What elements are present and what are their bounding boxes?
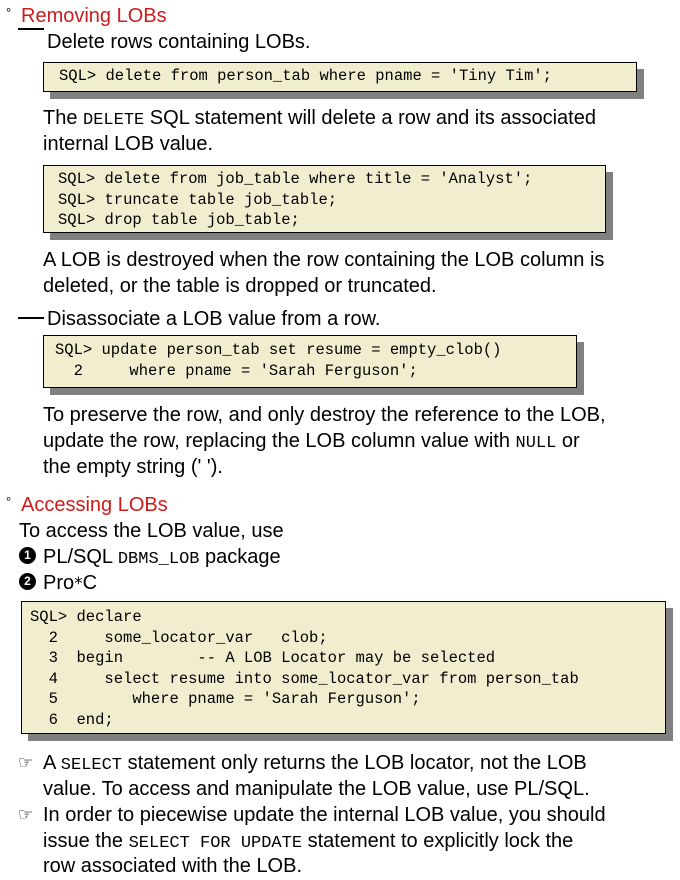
paragraph-access-intro: To access the LOB value, use [19,520,284,542]
option-plsql-dbms-lob: PL/SQL DBMS_LOB package [43,546,281,569]
section-heading-removing-lobs: Removing LOBs [21,5,167,27]
code-line: SQL> delete from person_tab where pname = 'Tiny Tim'; [59,67,552,85]
code-line: SQL> truncate table job_table; [58,190,338,209]
degree-bullet-icon: ° [6,5,12,20]
paragraph-lob-destroyed: A LOB is destroyed when the row containing the LOB column is [43,249,605,271]
note-piecewise-update-line3: row associated with the LOB. [43,855,303,877]
inline-code-select-for-update: SELECT FOR UPDATE [128,834,303,853]
inline-code-dbms-lob: DBMS_LOB [117,550,200,569]
degree-bullet-icon: ° [6,494,12,509]
pointing-hand-icon: ☞ [18,805,34,825]
code-block-update-person [43,335,577,388]
note-select-returns-locator: A SELECT statement only returns the LOB locator, not the LOB [43,752,587,775]
em-dash-bullet-icon [18,317,44,319]
paragraph-lob-destroyed-line2: deleted, or the table is dropped or truncated. [43,275,437,297]
paragraph-delete-statement: The DELETE SQL statement will delete a row and its associated [43,107,596,130]
code-line: 6 end; [30,710,114,729]
code-block-job-table [43,165,606,233]
em-dash-bullet-icon [18,28,44,30]
note-piecewise-update-line2: issue the SELECT FOR UPDATE statement to explicitly lock the [43,830,574,853]
code-line: 4 select resume into some_locator_var from person_tab [30,669,579,688]
pointing-hand-icon: ☞ [18,753,34,773]
item-delete-rows-label: Delete rows containing LOBs. [47,31,311,53]
code-line: SQL> declare [30,608,142,626]
code-line: SQL> drop table job_table; [58,211,300,229]
option-pro-c: Pro*C [43,572,98,594]
code-line: 5 where pname = 'Sarah Ferguson'; [30,690,421,708]
code-line: SQL> update person_tab set resume = empty_clob() [55,341,502,359]
code-line: 2 some_locator_var clob; [30,628,328,647]
code-line: 2 where pname = 'Sarah Ferguson'; [55,361,418,380]
section-heading-accessing-lobs: Accessing LOBs [21,494,168,516]
code-block-declare [21,601,666,734]
paragraph-preserve-row: To preserve the row, and only destroy the reference to the LOB, [43,404,606,426]
inline-code-delete: DELETE [83,111,145,130]
note-piecewise-update: In order to piecewise update the internal LOB value, you should [43,804,606,826]
circled-number-1-icon: 1 [19,547,36,564]
item-disassociate-label: Disassociate a LOB value from a row. [47,308,381,330]
code-line: 3 begin -- A LOB Locator may be selected [30,649,496,667]
note-select-returns-locator-line2: value. To access and manipulate the LOB value, use PL/SQL. [43,778,590,800]
inline-code-null: NULL [515,434,557,453]
paragraph-preserve-row-line3: the empty string (' '). [43,456,223,478]
paragraph-preserve-row-line2: update the row, replacing the LOB column value with NULL or [43,430,580,453]
inline-code-select: SELECT [60,756,123,775]
circled-number-2-icon: 2 [19,573,36,590]
paragraph-delete-statement-line2: internal LOB value. [43,133,214,155]
code-block-delete-person [43,62,637,92]
code-line: SQL> delete from job_table where title = 'Analyst'; [58,170,533,188]
